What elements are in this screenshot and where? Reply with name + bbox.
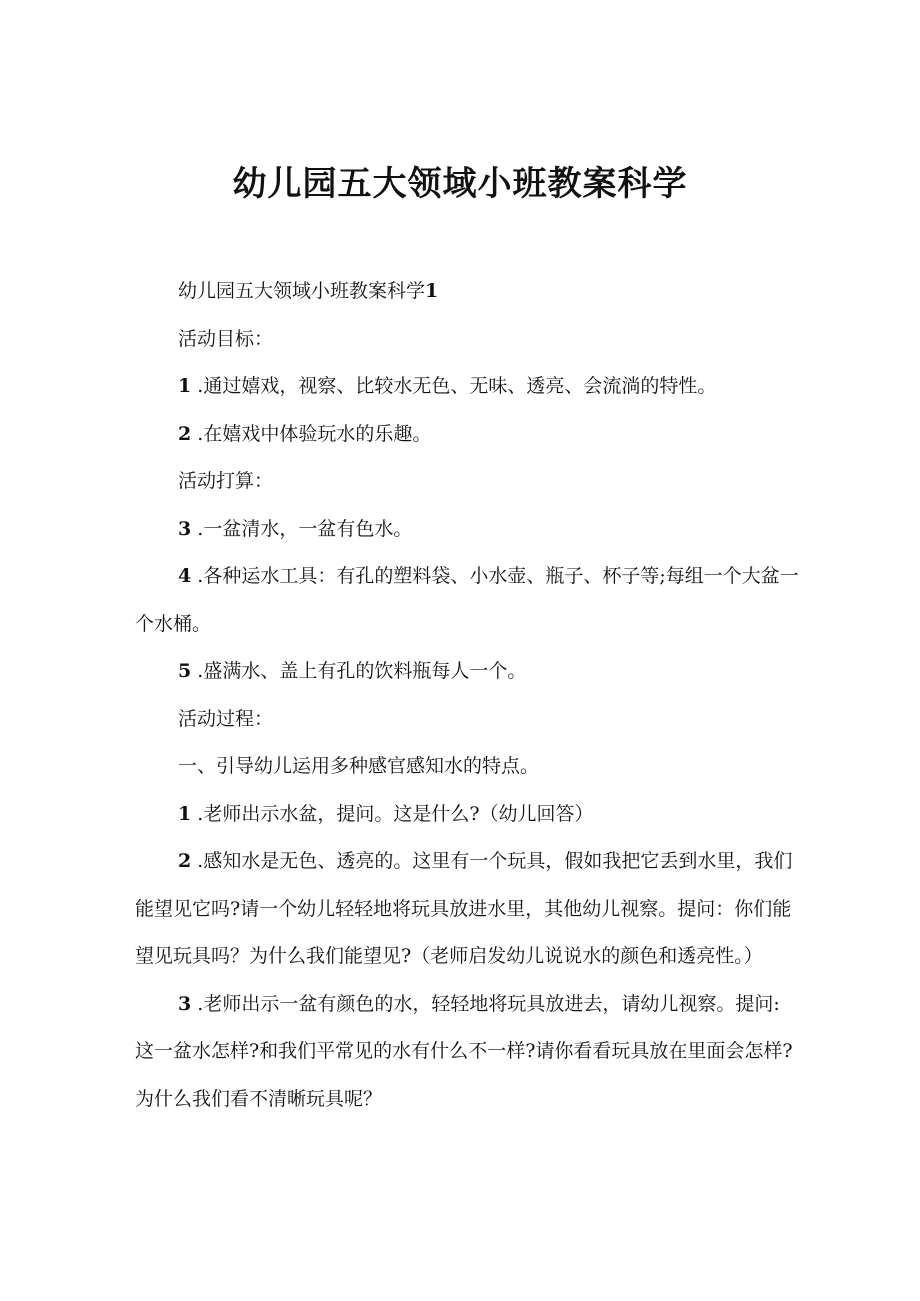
prep-3-text: .一盆清水，一盆有色水。 [191, 517, 413, 540]
prep-item-4 [135, 553, 803, 648]
subtitle-text: 幼儿园五大领域小班教案科学 [178, 280, 426, 302]
step-item-2 [135, 838, 803, 981]
prep-4-text: .各种运水工具：有孔的塑料袋、小水壶、瓶子、杯子等;每组一个大盆一个水桶。 [135, 565, 799, 635]
step-1-text: .老师出示水盆，提问。这是什么?（幼儿回答） [191, 802, 594, 825]
subtitle [135, 268, 803, 316]
subtitle-number: 1 [425, 280, 439, 302]
prep-5-text: .盛满水、盖上有孔的饮料瓶每人一个。 [191, 660, 527, 682]
goal-item-1 [135, 363, 803, 411]
section-heading-1: 一、引导幼儿运用多种感官感知水的特点。 [178, 755, 540, 777]
step-3-number: 3 [178, 992, 192, 1015]
goal-1-text: .通过嬉戏，视察、比较水无色、无味、透亮、会流淌的特性。 [191, 375, 717, 397]
goal-1-number: 1 [178, 375, 192, 397]
goal-2-text: .在嬉戏中体验玩水的乐趣。 [191, 422, 432, 445]
goal-item-2 [135, 411, 803, 459]
prep-3-number: 3 [178, 517, 192, 540]
prep-item-3 [135, 506, 803, 554]
document-body [135, 268, 803, 1123]
goal-2-number: 2 [178, 422, 192, 445]
prep-heading: 活动打算： [178, 470, 274, 492]
step-item-1 [135, 791, 803, 839]
goals-heading: 活动目标： [178, 327, 274, 350]
step-2-text: .感知水是无色、透亮的。这里有一个玩具，假如我把它丢到水里，我们能望见它吗?请一个幼儿轻轻地将玩具放进水里，其他幼儿视察。提问：你们能望见玩具吗？为什么我们能望见?（老师启发幼儿说说水的颜色和透亮性。） [135, 850, 793, 967]
step-1-number: 1 [178, 802, 192, 825]
prep-4-number: 4 [178, 565, 192, 587]
prep-item-5 [135, 648, 803, 696]
step-3-text: .老师出示一盆有颜色的水，轻轻地将玩具放进去，请幼儿视察。提问: 这一盆水怎样?和我们平常见的水有什么不一样?请你看看玩具放在里面会怎样?为什么我们看不清晰玩具呢？ [135, 992, 793, 1110]
step-2-number: 2 [178, 850, 192, 872]
process-heading: 活动过程： [178, 707, 274, 730]
step-item-3 [135, 981, 803, 1124]
document-title: 幼儿园五大领域小班教案科学 [232, 163, 688, 204]
prep-5-number: 5 [178, 660, 192, 682]
